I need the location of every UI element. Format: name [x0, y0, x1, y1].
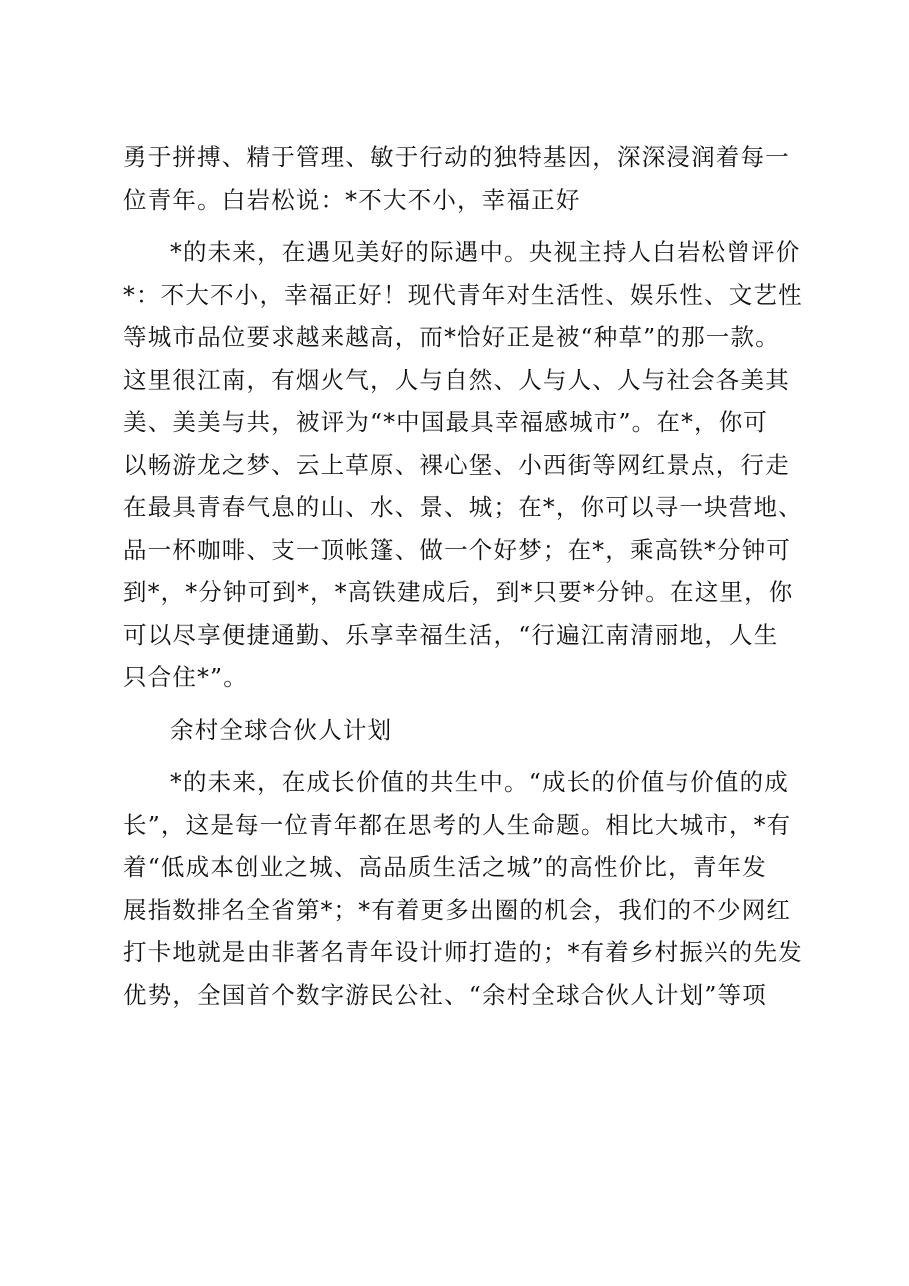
text-line: 品一杯咖啡、支一顶帐篷、做一个好梦；在*，乘高铁*分钟可: [123, 535, 792, 564]
text-line: 优势，全国首个数字游民公社、“余村全球合伙人计划”等项: [123, 980, 767, 1009]
section-heading: [123, 709, 800, 752]
document-body: [123, 136, 803, 1016]
text-line: 勇于拼搏、精于管理、敏于行动的独特基因，深深浸润着每一: [123, 143, 790, 171]
text-line: *的未来，在遇见美好的际遇中。央视主持人白岩松曾评价: [170, 238, 801, 266]
text-line: *：不大不小，幸福正好！现代青年对生活性、娱乐性、文艺性: [123, 280, 803, 309]
text-line: 可以尽享便捷通勤、乐享幸福生活，“行遍江南清丽地，人生: [123, 620, 779, 649]
text-line: *的未来，在成长价值的共生中。“成长的价值与价值的成: [170, 768, 789, 796]
text-line: 到*，*分钟可到*，*高铁建成后，到*只要*分钟。在这里，你: [123, 578, 794, 606]
paragraph-growth-value: [123, 761, 803, 1016]
text-line: 这里很江南，有烟火气，人与自然、人与人、人与社会各美其: [123, 365, 790, 394]
text-line: 位青年。白岩松说：*不大不小，幸福正好: [123, 185, 581, 214]
paragraph-continuation: [123, 136, 800, 221]
text-line: 以畅游龙之梦、云上草原、裸心堡、小西街等网红景点，行走: [123, 450, 790, 479]
text-line: 等城市品位要求越来越高，而*恰好正是被“种草”的那一款。: [123, 323, 780, 351]
text-line: 在最具青春气息的山、水、景、城；在*，你可以寻一块营地、: [123, 493, 803, 521]
text-line: 着“低成本创业之城、高品质生活之城”的高性价比，青年发: [123, 853, 767, 881]
paragraph-future-encounters: [123, 231, 803, 699]
text-line: 只合住*”。: [123, 663, 248, 691]
text-line: 长”，这是每一位青年都在思考的人生命题。相比大城市，*有: [123, 810, 792, 839]
text-line: 美、美美与共，被评为“*中国最具幸福感城市”。在*，你可: [123, 408, 769, 436]
heading-text: 余村全球合伙人计划: [170, 715, 393, 744]
text-line: 打卡地就是由非著名青年设计师打造的；*有着乡村振兴的先发: [123, 938, 803, 966]
text-line: 展指数排名全省第*；*有着更多出圈的机会，我们的不少网红: [123, 895, 792, 924]
